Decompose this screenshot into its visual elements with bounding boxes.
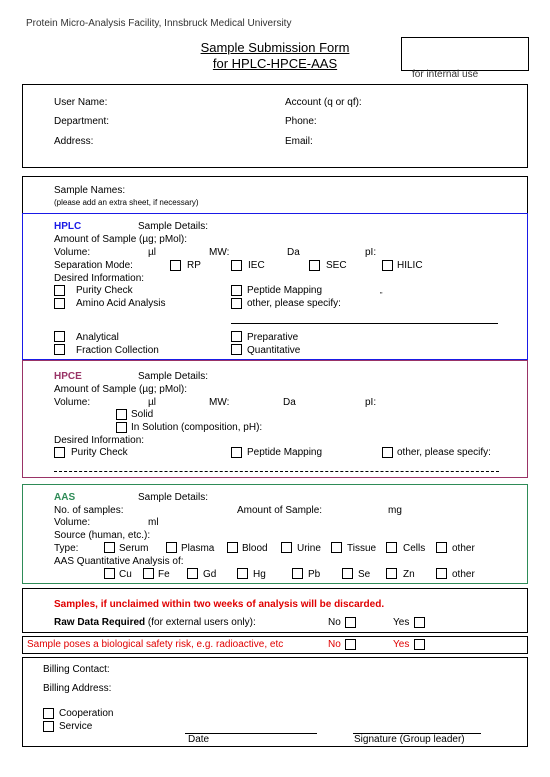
serum-label: Serum — [119, 543, 149, 554]
iec-label: IEC — [248, 260, 265, 271]
aas-title: AAS — [54, 492, 76, 503]
aas-nsamples-label: No. of samples: — [54, 505, 124, 516]
sec-label: SEC — [326, 260, 347, 271]
account-label: Account (q or qf): — [285, 97, 362, 108]
phone-label: Phone: — [285, 116, 317, 127]
tissue-label: Tissue — [347, 543, 377, 554]
zn-checkbox[interactable] — [386, 568, 397, 579]
hplc-volume-label: Volume: — [54, 247, 91, 258]
aas-section — [22, 484, 528, 584]
type-other-checkbox[interactable] — [436, 542, 447, 553]
blood-label: Blood — [242, 543, 268, 554]
hplc-title: HPLC — [54, 221, 82, 232]
hpce-other-label: other, please specify: — [397, 447, 491, 458]
raw-no-checkbox[interactable] — [345, 617, 356, 628]
hilic-checkbox[interactable] — [382, 260, 393, 271]
raw-data-bold: Raw Data Required — [54, 617, 146, 628]
email-label: Email: — [285, 136, 313, 147]
sample-names-section — [22, 176, 528, 214]
iec-checkbox[interactable] — [231, 260, 242, 271]
tissue-checkbox[interactable] — [331, 542, 342, 553]
aas-quant-label: AAS Quantitative Analysis of: — [54, 556, 184, 567]
urine-checkbox[interactable] — [281, 542, 292, 553]
hpce-peptide-checkbox[interactable] — [231, 447, 242, 458]
hplc-quote-mark: " — [380, 292, 383, 299]
sample-names-note: (please add an extra sheet, if necessary) — [54, 198, 199, 207]
quant-other-label: other — [452, 569, 475, 580]
preparative-label: Preparative — [247, 332, 299, 343]
hg-label: Hg — [253, 569, 266, 580]
hplc-purity-checkbox[interactable] — [54, 285, 65, 296]
solution-checkbox[interactable] — [116, 422, 127, 433]
hpce-purity-checkbox[interactable] — [54, 447, 65, 458]
cells-label: Cells — [403, 543, 426, 554]
hplc-pi-label: pI: — [365, 247, 377, 258]
hpce-details-label: Sample Details: — [138, 371, 209, 382]
raw-no-label: No — [328, 617, 341, 628]
facility-header: Protein Micro-Analysis Facility, Innsbruck Medical University — [26, 18, 292, 29]
fraction-collection-checkbox[interactable] — [54, 344, 65, 355]
hpce-ul-unit: µl — [148, 397, 156, 408]
internal-use-label: for internal use — [412, 69, 479, 80]
hpce-purity-label: Purity Check — [71, 447, 128, 458]
hplc-specify-line[interactable] — [231, 323, 498, 324]
user-name-label: User Name: — [54, 97, 108, 108]
solid-label: Solid — [131, 409, 154, 420]
hplc-mw-label: MW: — [209, 247, 230, 258]
address-label: Address: — [54, 136, 94, 147]
internal-use-box[interactable] — [401, 37, 529, 71]
plasma-checkbox[interactable] — [166, 542, 177, 553]
raw-yes-checkbox[interactable] — [414, 617, 425, 628]
raw-yes-label: Yes — [393, 617, 410, 628]
hplc-other-checkbox[interactable] — [231, 298, 242, 309]
aas-ml-unit: ml — [148, 517, 159, 528]
department-label: Department: — [54, 116, 110, 127]
signature-label: Signature (Group leader) — [354, 734, 465, 745]
pb-checkbox[interactable] — [292, 568, 303, 579]
gd-label: Gd — [203, 569, 217, 580]
fe-checkbox[interactable] — [143, 568, 154, 579]
hplc-peptide-checkbox[interactable] — [231, 285, 242, 296]
quantitative-label: Quantitative — [247, 345, 301, 356]
bio-no-label: No — [328, 639, 341, 650]
discard-warning: Samples, if unclaimed within two weeks of analysis will be discarded. — [54, 599, 385, 610]
bio-risk-text: Sample poses a biological safety risk, e.g. radioactive, etc — [27, 639, 284, 650]
hplc-amount-label: Amount of Sample (µg; pMol): — [54, 234, 188, 245]
sec-checkbox[interactable] — [309, 260, 320, 271]
aas-type-label: Type: — [54, 543, 79, 554]
hplc-ul-unit: µl — [148, 247, 156, 258]
hpce-title: HPCE — [54, 371, 82, 382]
solution-label: In Solution (composition, pH): — [131, 422, 263, 433]
hpce-amount-label: Amount of Sample (µg; pMol): — [54, 384, 188, 395]
hilic-label: HILIC — [397, 260, 423, 271]
hg-checkbox[interactable] — [237, 568, 248, 579]
fe-label: Fe — [158, 569, 170, 580]
blood-checkbox[interactable] — [227, 542, 238, 553]
aas-mg-unit: mg — [388, 505, 402, 516]
cells-checkbox[interactable] — [386, 542, 397, 553]
solid-checkbox[interactable] — [116, 409, 127, 420]
amino-acid-checkbox[interactable] — [54, 298, 65, 309]
hplc-details-label: Sample Details: — [138, 221, 209, 232]
notice-section — [22, 588, 528, 633]
urine-label: Urine — [297, 543, 321, 554]
hplc-other-label: other, please specify: — [247, 298, 341, 309]
cu-checkbox[interactable] — [104, 568, 115, 579]
hpce-other-checkbox[interactable] — [382, 447, 393, 458]
hpce-pi-label: pI: — [365, 397, 377, 408]
sample-names-label: Sample Names: — [54, 185, 126, 196]
hplc-peptide-label: Peptide Mapping — [247, 285, 323, 296]
analytical-label: Analytical — [76, 332, 119, 343]
form-subtitle: for HPLC-HPCE-AAS — [212, 56, 338, 71]
zn-label: Zn — [403, 569, 415, 580]
hpce-peptide-label: Peptide Mapping — [247, 447, 323, 458]
raw-data-label — [54, 617, 256, 629]
plasma-label: Plasma — [181, 543, 215, 554]
bio-no-checkbox[interactable] — [345, 639, 356, 650]
cooperation-checkbox[interactable] — [43, 708, 54, 719]
billing-section — [22, 657, 528, 747]
hpce-section — [22, 360, 528, 478]
quantitative-checkbox[interactable] — [231, 344, 242, 355]
bio-yes-checkbox[interactable] — [414, 639, 425, 650]
se-checkbox[interactable] — [342, 568, 353, 579]
quant-other-checkbox[interactable] — [436, 568, 447, 579]
aas-source-label: Source (human, etc.): — [54, 530, 151, 541]
hplc-da-unit: Da — [287, 247, 300, 258]
date-label: Date — [188, 734, 210, 745]
hpce-mw-label: MW: — [209, 397, 230, 408]
service-checkbox[interactable] — [43, 721, 54, 732]
pb-label: Pb — [308, 569, 321, 580]
user-info-section — [22, 84, 528, 168]
preparative-checkbox[interactable] — [231, 331, 242, 342]
hpce-volume-label: Volume: — [54, 397, 91, 408]
hpce-specify-line[interactable] — [54, 471, 499, 472]
hplc-desired-label: Desired Information: — [54, 273, 145, 284]
type-other-label: other — [452, 543, 475, 554]
hplc-section — [22, 213, 528, 360]
rp-label: RP — [187, 260, 201, 271]
serum-checkbox[interactable] — [104, 542, 115, 553]
fraction-collection-label: Fraction Collection — [76, 345, 159, 356]
amino-acid-label: Amino Acid Analysis — [76, 298, 166, 309]
billing-contact-label: Billing Contact: — [43, 664, 110, 675]
cu-label: Cu — [119, 569, 132, 580]
form-title: Sample Submission Form — [200, 40, 350, 55]
separation-mode-label: Separation Mode: — [54, 260, 133, 271]
aas-amount-label: Amount of Sample: — [237, 505, 323, 516]
bio-yes-label: Yes — [393, 639, 410, 650]
se-label: Se — [358, 569, 371, 580]
bio-risk-section — [22, 636, 528, 654]
gd-checkbox[interactable] — [187, 568, 198, 579]
analytical-checkbox[interactable] — [54, 331, 65, 342]
raw-data-rest: (for external users only): — [145, 617, 256, 628]
billing-address-label: Billing Address: — [43, 683, 112, 694]
aas-volume-label: Volume: — [54, 517, 91, 528]
rp-checkbox[interactable] — [170, 260, 181, 271]
cooperation-label: Cooperation — [59, 708, 114, 719]
aas-details-label: Sample Details: — [138, 492, 209, 503]
service-label: Service — [59, 721, 93, 732]
hpce-desired-label: Desired Information: — [54, 435, 145, 446]
hpce-da-unit: Da — [283, 397, 296, 408]
hplc-purity-label: Purity Check — [76, 285, 133, 296]
